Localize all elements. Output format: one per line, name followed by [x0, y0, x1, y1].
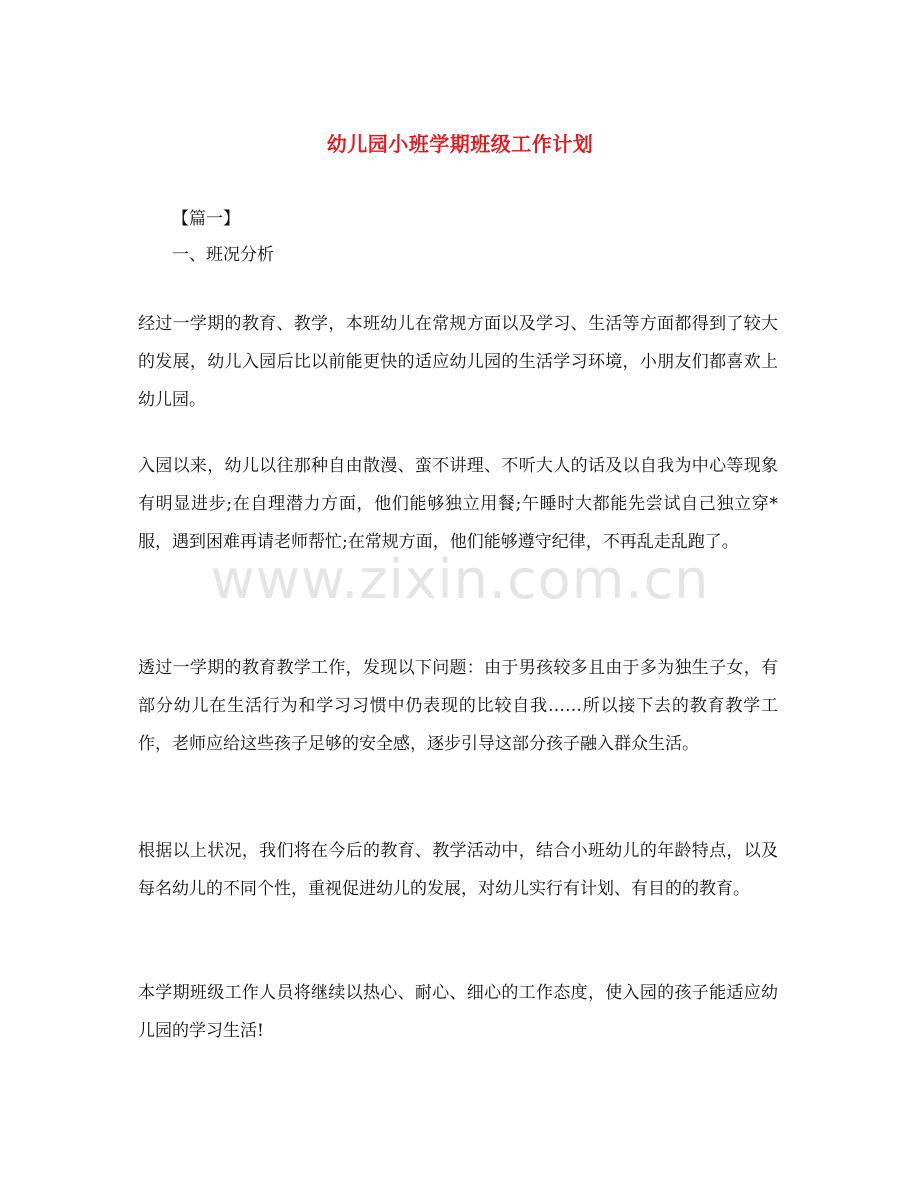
- section-label: 【篇一】: [172, 209, 240, 229]
- paragraph-2: 入园以来，幼儿以往那种自由散漫、蛮不讲理、不听大人的话及以自我为中心等现象有明显进步;在自理潜力方面，他们能够独立用餐;午睡时大都能先尝试自己独立穿*服，遇到困难再请老师帮忙;在常规方面，他们能够遵守纪律，不再乱走乱跑了。: [138, 456, 778, 552]
- paragraph-1: 经过一学期的教育、教学，本班幼儿在常规方面以及学习、生活等方面都得到了较大的发展，幼儿入园后比以前能更快的适应幼儿园的生活学习环境，小朋友们都喜欢上幼儿园。: [138, 314, 778, 410]
- watermark: www.zixin.com.cn: [210, 548, 710, 611]
- document-title: 幼儿园小班学期班级工作计划: [326, 132, 594, 156]
- paragraph-4: 根据以上状况，我们将在今后的教育、教学活动中，结合小班幼儿的年龄特点，以及每名幼儿的不同个性，重视促进幼儿的发展，对幼儿实行有计划、有目的的教育。: [138, 841, 778, 899]
- paragraph-5: 本学期班级工作人员将继续以热心、耐心、细心的工作态度，使入园的孩子能适应幼儿园的学习生活!: [138, 983, 778, 1041]
- paragraph-3: 透过一学期的教育教学工作，发现以下问题：由于男孩较多且由于多为独生子女，有部分幼儿在生活行为和学习习惯中仍表现的比较自我……所以接下去的教育教学工作，老师应给这些孩子足够的安全感，逐步引导这部分孩子融入群众生活。: [138, 658, 778, 754]
- subsection-label: 一、班况分析: [172, 245, 274, 265]
